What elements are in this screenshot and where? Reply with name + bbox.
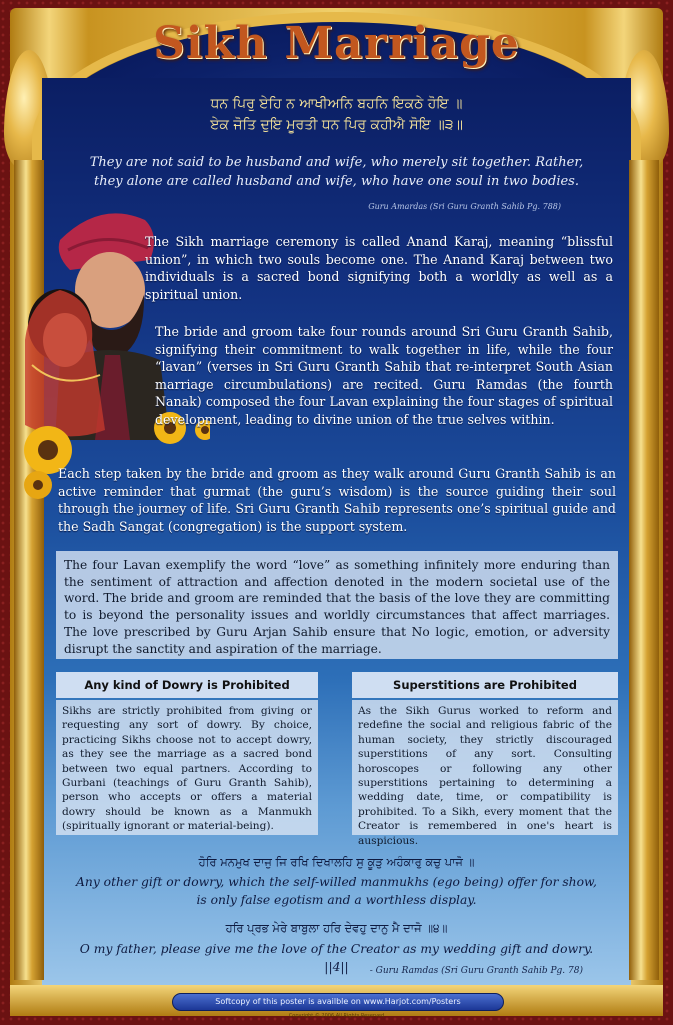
gurmukhi-verse-line-1: ਧਨ ਪਿਰੁ ਏਹਿ ਨ ਆਖੀਅਨਿ ਬਹਨਿ ਇਕਠੇ ਹੋਇ ॥ xyxy=(210,96,463,112)
four-lavan-box: The four Lavan exemplify the word “love” as something infinitely more enduring than the sentiment of attraction and affection denoted in the modern societal use of the word. The bride and groom are reminded that the basis of the love they are committing to is beyond the personality issues and worldly circumstances that affect marriages. The love prescribed by Guru Arjan Sahib ensure that No logic, emotion, or adversity disrupt the sanctity and aspiration of the marriage. xyxy=(56,551,618,659)
gurmukhi-verse-line-2: ਏਕ ਜੋਤਿ ਦੁਇ ਮੂਰਤੀ ਧਨ ਪਿਰੁ ਕਹੀਐ ਸੋਇ ॥੩॥ xyxy=(210,117,463,133)
superstition-heading: Superstitions are Prohibited xyxy=(352,672,618,698)
copyright-notice: Copyright © 2006 All Rights Reserved xyxy=(288,1013,385,1019)
closing-gurmukhi-2: ਹਰਿ ਪ੍ਰਭ ਮੇਰੇ ਬਾਬੁਲਾ ਹਰਿ ਦੇਵਹੁ ਦਾਨੁ ਮੈ ਦਾਜੋ ॥੪॥ xyxy=(225,921,448,935)
gurmat-paragraph: Each step taken by the bride and groom as they walk around Guru Granth Sahib is an active reminder that gurmat (the guru’s wisdom) is the source guiding their soul through the journey of life. Sri Guru Granth Sahib represents one’s spiritual guide and the Sadh Sangat (congregation) is the support system. xyxy=(58,466,616,534)
closing-gurmukhi-1: ਹੋਰਿ ਮਨਮੁਖ ਦਾਜੁ ਜਿ ਰਖਿ ਦਿਖਾਲਹਿ ਸੁ ਕੂੜੁ ਅਹੰਕਾਰੁ ਕਚੁ ਪਾਜੋ ॥ xyxy=(198,855,475,869)
intro-paragraph: The Sikh marriage ceremony is called Anand Karaj, meaning “blissful union”, in which two souls become one. The Anand Karaj between two individuals is a sacred bond signifying both a worldly as well as a spiritual union. xyxy=(145,234,613,302)
verse-citation: Guru Amardas (Sri Guru Granth Sahib Pg. 788) xyxy=(368,202,561,211)
verse-translation-line-1: They are not said to be husband and wife, who merely sit together. Rather, xyxy=(89,155,584,170)
poster-title: Sikh Marriage xyxy=(153,18,520,69)
verse-translation-line-2: they alone are called husband and wife, who have one soul in two bodies. xyxy=(94,174,579,189)
dowry-heading: Any kind of Dowry is Prohibited xyxy=(56,672,318,698)
closing-translation-2: O my father, please give me the love of the Creator as my wedding gift and dowry. ||4|| xyxy=(79,942,594,974)
softcopy-link[interactable]: Softcopy of this poster is availble on www.Harjot.com/Posters xyxy=(172,993,504,1011)
closing-citation: - Guru Ramdas (Sri Guru Granth Sahib Pg. 78) xyxy=(369,966,583,976)
superstition-text: As the Sikh Gurus worked to reform and redefine the social and religious fabric of the human society, they strictly discouraged superstitions of any sort. Consulting horoscopes or following any other superstitions pertaining to determining a wedding date, time, or compatibility is prohibited. To a Sikh, every moment that the Creator is remembered in one's heart is auspicious. xyxy=(352,700,618,835)
lavan-rounds-paragraph: The bride and groom take four rounds around Sri Guru Granth Sahib, signifying their commitment to walk together in life, while the four “lavan” (verses in Sri Guru Granth Sahib that re-interpret South Asian marriage circumbulations) are recited. Guru Ramdas (the fourth Nanak) composed the four Lavan explaining the four stages of spiritual development, leading to divine union of the true selves within. xyxy=(155,324,613,427)
verse-translation xyxy=(70,153,603,191)
closing-translation-1: Any other gift or dowry, which the self-willed manmukhs (ego being) offer for show, is only false egotism and a worthless display. xyxy=(76,875,597,907)
dowry-text: Sikhs are strictly prohibited from giving or requesting any sort of dowry. By choice, practicing Sikhs choose not to accept dowry, as they see the marriage as a sacred bond between two equal partners. According to Gurbani (teachings of Guru Granth Sahib), person who accepts or offers a material dowry should be known as a Manmukh (spiritually ignorant or material-being). xyxy=(56,700,318,835)
